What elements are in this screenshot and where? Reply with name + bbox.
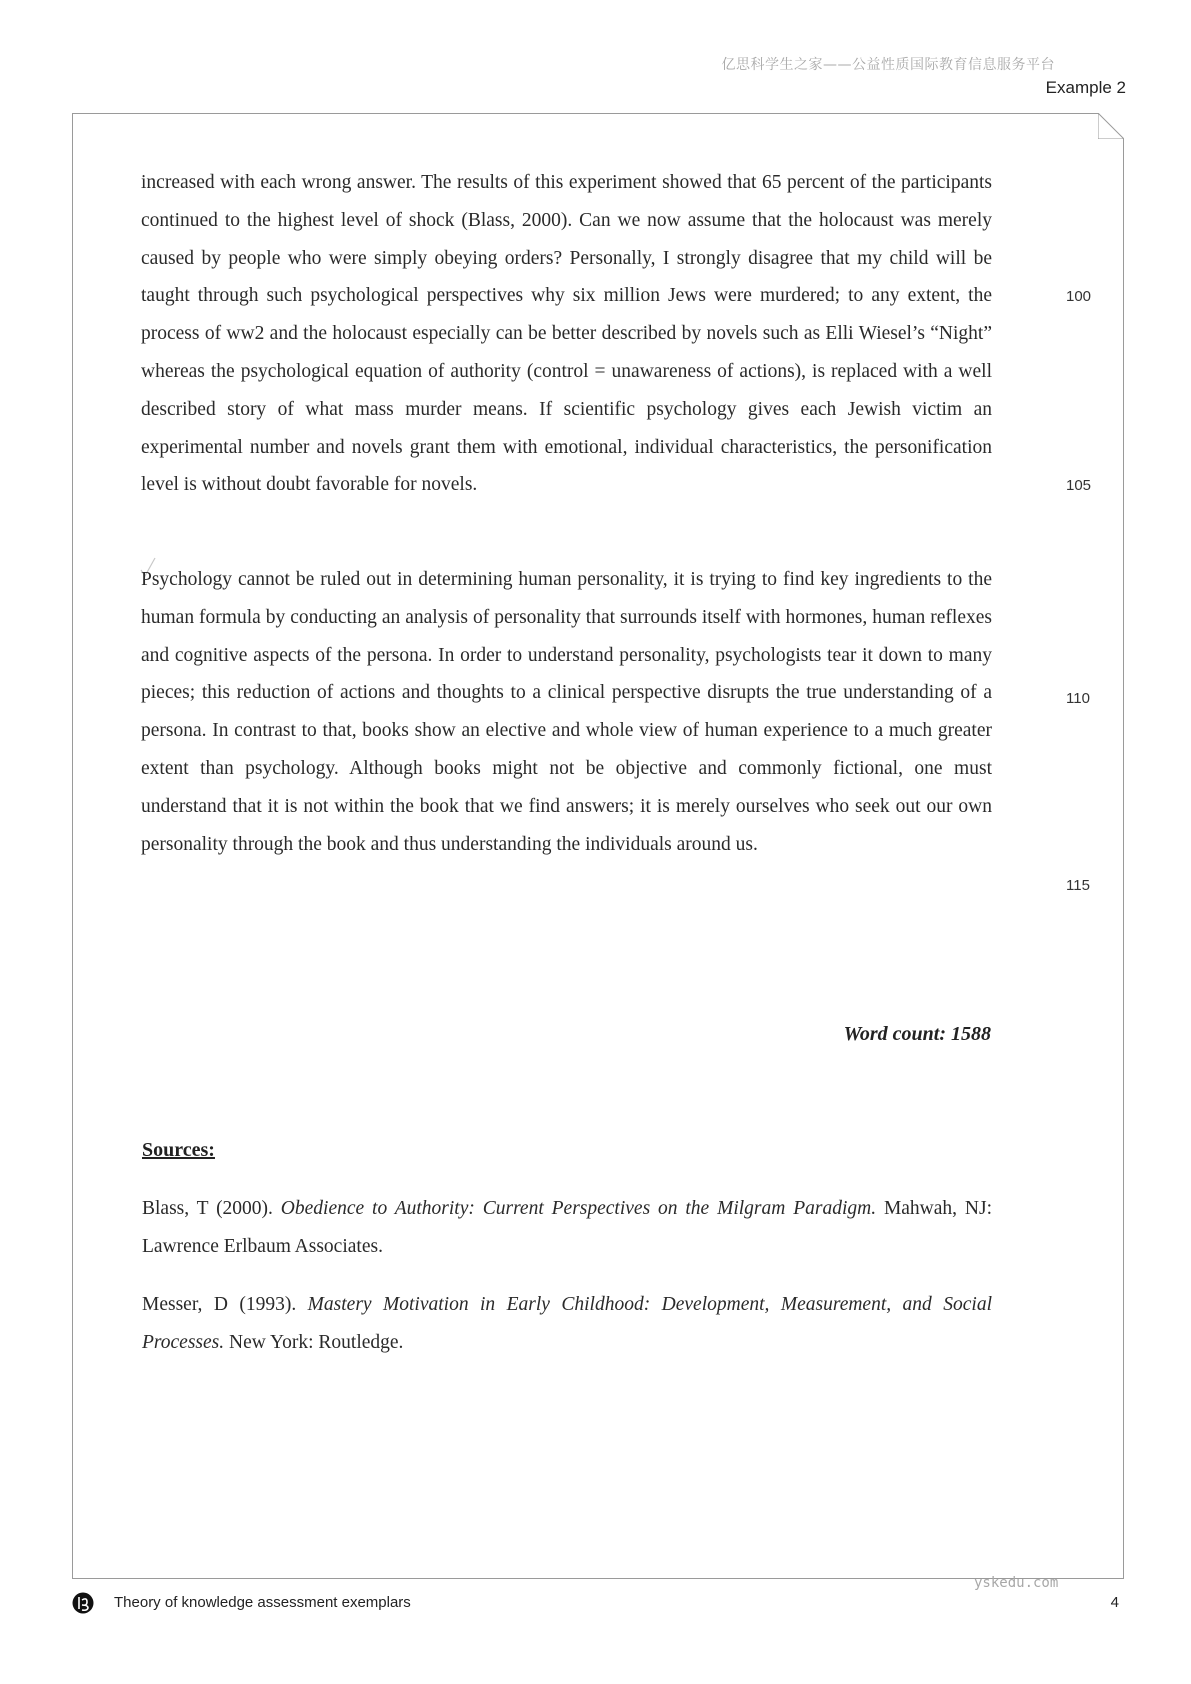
essay-paragraph-2: Psychology cannot be ruled out in determining human personality, it is trying to find key ingredients to the human formula by conducting an analysis of personality that surrounds itself with hormones, human reflexes and cognitive aspects of the persona. In order to understand personality, psychologists tear it down to many pieces; this reduction of actions and thoughts to a clinical perspective disrupts the true understanding of a persona. In contrast to that, books show an elective and whole view of human experience to a much greater extent than psychology. Although books might not be objective and commonly fictional, one must understand that it is not within the book that we find answers; it is merely ourselves who seek out our own personality through the book and thus understanding the individuals around us.	[141, 569, 992, 855]
example-label: Example 2	[1045, 78, 1126, 97]
reference-blass-author: Blass, T (2000).	[142, 1198, 281, 1219]
sources-heading: Sources:	[142, 1139, 215, 1161]
line-number-100: 100	[1066, 288, 1092, 305]
footer-watermark: yskedu.com	[974, 1575, 1059, 1591]
reference-blass	[142, 1190, 992, 1266]
word-count: Word count: 1588	[843, 1023, 991, 1045]
header-watermark: 亿思科学生之家——公益性质国际教育信息服务平台	[721, 57, 1055, 73]
essay-paragraph-1: increased with each wrong answer. The results of this experiment showed that 65 percent of the participants continued to the highest level of shock (Blass, 2000). Can we now assume that the holocaust was merely caused by people who were simply obeying orders? Personally, I strongly disagree that my child will be taught through such psychological perspectives why six million Jews were murdered; to any extent, the process of ww2 and the holocaust especially can be better described by novels such as Elli Wiesel’s “Night” whereas the psychological equation of authority (control = unawareness of actions), is replaced with a well described story of what mass murder means. If scientific psychology gives each Jewish victim an experimental number and novels grant them with emotional, individual characteristics, the personification level is without doubt favorable for novels.	[141, 172, 992, 496]
reference-messer-title: Mastery Motivation in Early Childhood: Development, Measurement, and Social Processes.	[142, 1294, 992, 1353]
line-number-110: 110	[1066, 690, 1090, 707]
page-corner-fold-icon	[1098, 113, 1124, 139]
reference-blass-publisher: Mahwah, NJ: Lawrence Erlbaum Associates.	[142, 1198, 993, 1257]
ib-logo-icon	[72, 1592, 94, 1614]
page-number: 4	[1110, 1594, 1119, 1611]
line-number-115: 115	[1066, 877, 1090, 894]
reference-blass-title: Obedience to Authority: Current Perspectives on the Milgram Paradigm.	[280, 1198, 877, 1219]
line-number-105: 105	[1066, 477, 1092, 494]
footer-title: Theory of knowledge assessment exemplars	[114, 1594, 411, 1611]
reference-messer-author: Messer, D (1993).	[142, 1294, 308, 1315]
reference-messer	[142, 1286, 992, 1362]
reference-messer-publisher: New York: Routledge.	[224, 1331, 404, 1353]
